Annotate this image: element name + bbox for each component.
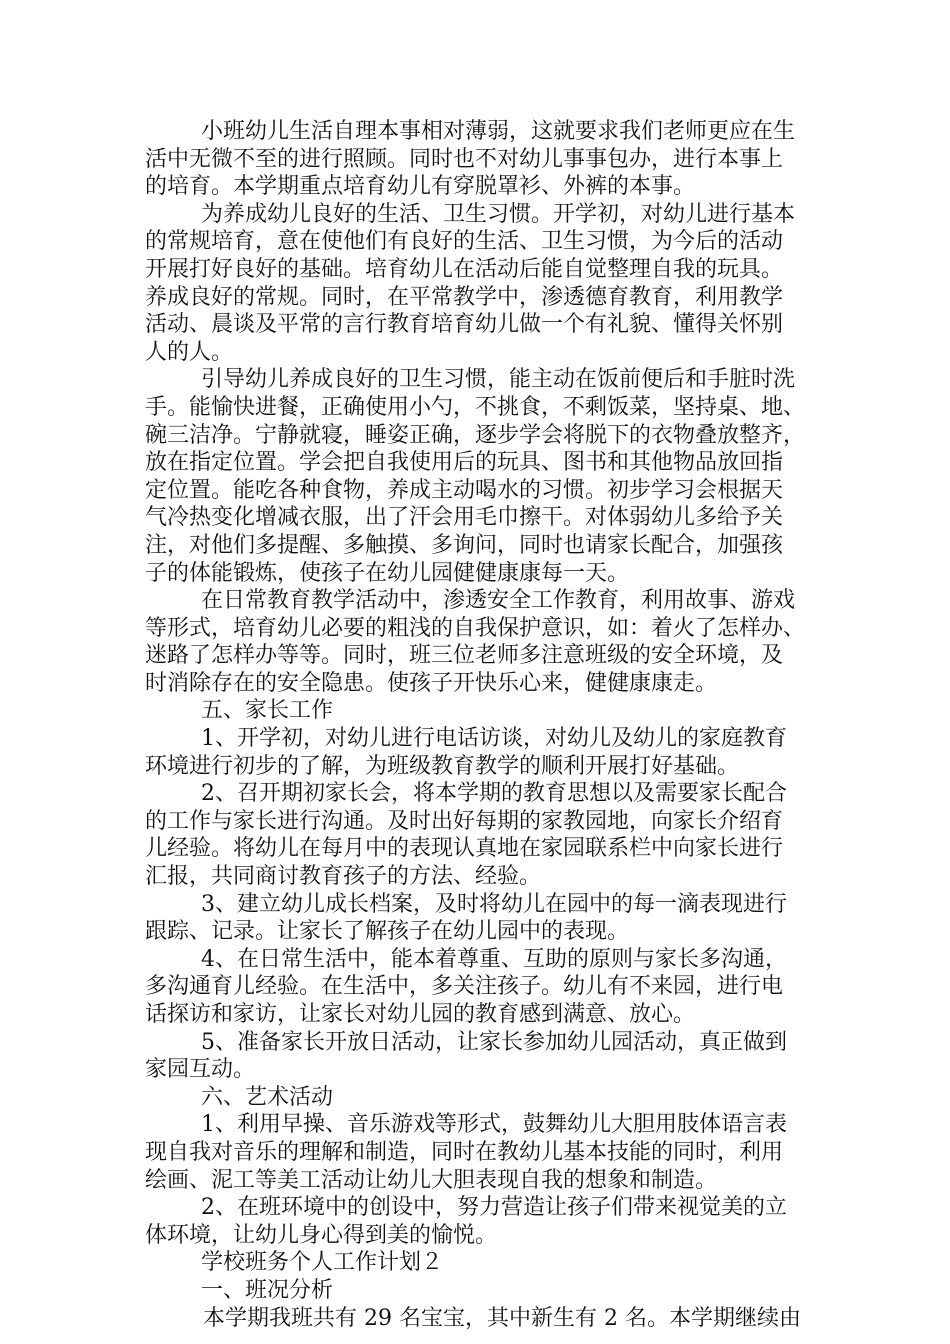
section-heading [145,1084,815,1112]
text-line: 时消除存在的安全隐患。使孩子开快乐心来，健健康康走。 [145,670,718,696]
text-line: 注，对他们多提醒、多触摸、多询问，同时也请家长配合，加强孩 [145,532,784,558]
text-line: 1、利用早操、音乐游戏等形式，鼓舞幼儿大胆用肢体语言表 [201,1112,787,1138]
text-line: 人的人。 [145,339,234,365]
text-line: 学校班务个人工作计划２ [201,1250,444,1276]
text-line: 跟踪、记录。让家长了解孩子在幼儿园中的表现。 [145,919,630,945]
text-line: 子的体能锻炼，使孩子在幼儿园健健康康每一天。 [145,560,630,586]
text-line: 的培育。本学期重点培育幼儿有穿脱罩衫、外裤的本事。 [145,174,696,200]
paragraph [145,946,815,1029]
text-line: 4、在日常生活中，能本着尊重、互助的原则与家长多沟通， [201,946,787,972]
text-line: 定位置。能吃各种食物，养成主动喝水的习惯。初步学习会根据天 [145,477,784,503]
text-line: 5、准备家长开放日活动，让家长参加幼儿园活动，真正做到 [201,1029,787,1055]
document-body [145,118,815,1332]
text-line: 放在指定位置。学会把自我使用后的玩具、图书和其他物品放回指 [145,450,784,476]
text-line: 的常规培育，意在使他们有良好的生活、卫生习惯，为今后的活动 [145,229,784,255]
text-line: 五、家长工作 [201,698,334,724]
text-line: 多沟通育儿经验。在生活中，多关注孩子。幼儿有不来园，进行电 [145,974,784,1000]
section-heading [145,1277,815,1305]
text-line: 汇报，共同商讨教育孩子的方法、经验。 [145,864,542,890]
section-heading [145,697,815,725]
text-line: 2、在班环境中的创设中，努力营造让孩子们带来视觉美的立 [201,1195,787,1221]
text-line: 现自我对音乐的理解和制造，同时在教幼儿基本技能的同时，利用 [145,1139,784,1165]
text-line: 活中无微不至的进行照顾。同时也不对幼儿事事包办，进行本事上 [145,146,784,172]
text-line: 养成良好的常规。同时，在平常教学中，渗透德育教育，利用教学 [145,284,784,310]
text-line: 引导幼儿养成良好的卫生习惯，能主动在饭前便后和手脏时洗 [201,367,796,393]
paragraph [145,891,815,946]
text-line: 碗三洁净。宁静就寝，睡姿正确，逐步学会将脱下的衣物叠放整齐， [145,422,806,448]
paragraph [145,201,815,367]
paragraph [145,118,815,201]
text-line: 气冷热变化增减衣服，出了汗会用毛巾擦干。对体弱幼儿多给予关 [145,505,784,531]
text-line: 2、召开期初家长会，将本学期的教育思想以及需要家长配合 [201,781,787,807]
text-line: 迷路了怎样办等等。同时，班三位老师多注意班级的安全环境，及 [145,643,784,669]
text-line: 开展打好良好的基础。培育幼儿在活动后能自觉整理自我的玩具。 [145,256,784,282]
text-line: 手。能愉快进餐，正确使用小勺，不挑食，不剩饭菜，坚持桌、地、 [145,394,806,420]
paragraph [145,780,815,890]
paragraph [145,366,815,587]
text-line: 一、班况分析 [201,1277,334,1303]
text-line: 体环境，让幼儿身心得到美的愉悦。 [145,1222,498,1248]
text-line: 儿经验。将幼儿在每月中的表现认真地在家园联系栏中向家长进行 [145,836,784,862]
text-line: 环境进行初步的了解，为班级教育教学的顺利开展打好基础。 [145,753,740,779]
text-line: 话探访和家访，让家长对幼儿园的教育感到满意、放心。 [145,1002,696,1027]
text-line: 六、艺术活动 [201,1084,334,1110]
paragraph [145,1305,815,1333]
text-line: 等形式，培育幼儿必要的粗浅的自我保护意识，如：着火了怎样办、 [145,615,806,641]
paragraph [145,1029,815,1084]
text-line: 1、开学初，对幼儿进行电话访谈，对幼儿及幼儿的家庭教育 [201,726,787,752]
text-line: 本学期我班共有 29 名宝宝，其中新生有 2 名。本学期继续由 [203,1305,801,1331]
paragraph [145,587,815,697]
text-line: 为养成幼儿良好的生活、卫生习惯。开学初，对幼儿进行基本 [201,201,796,227]
text-line: 3、建立幼儿成长档案，及时将幼儿在园中的每一滴表现进行 [201,891,787,917]
text-line: 的工作与家长进行沟通。及时出好每期的家教园地，向家长介绍育 [145,808,784,834]
text-line: 小班幼儿生活自理本事相对薄弱，这就要求我们老师更应在生 [201,119,796,144]
paragraph [145,1111,815,1194]
text-line: 在日常教育教学活动中，渗透安全工作教育，利用故事、游戏 [201,588,796,614]
paragraph [145,1194,815,1249]
document-title [145,1249,815,1277]
text-line: 活动、晨谈及平常的言行教育培育幼儿做一个有礼貌、懂得关怀别 [145,312,784,338]
text-line: 绘画、泥工等美工活动让幼儿大胆表现自我的想象和制造。 [145,1167,718,1193]
paragraph [145,725,815,780]
text-line: 家园互动。 [145,1057,256,1083]
